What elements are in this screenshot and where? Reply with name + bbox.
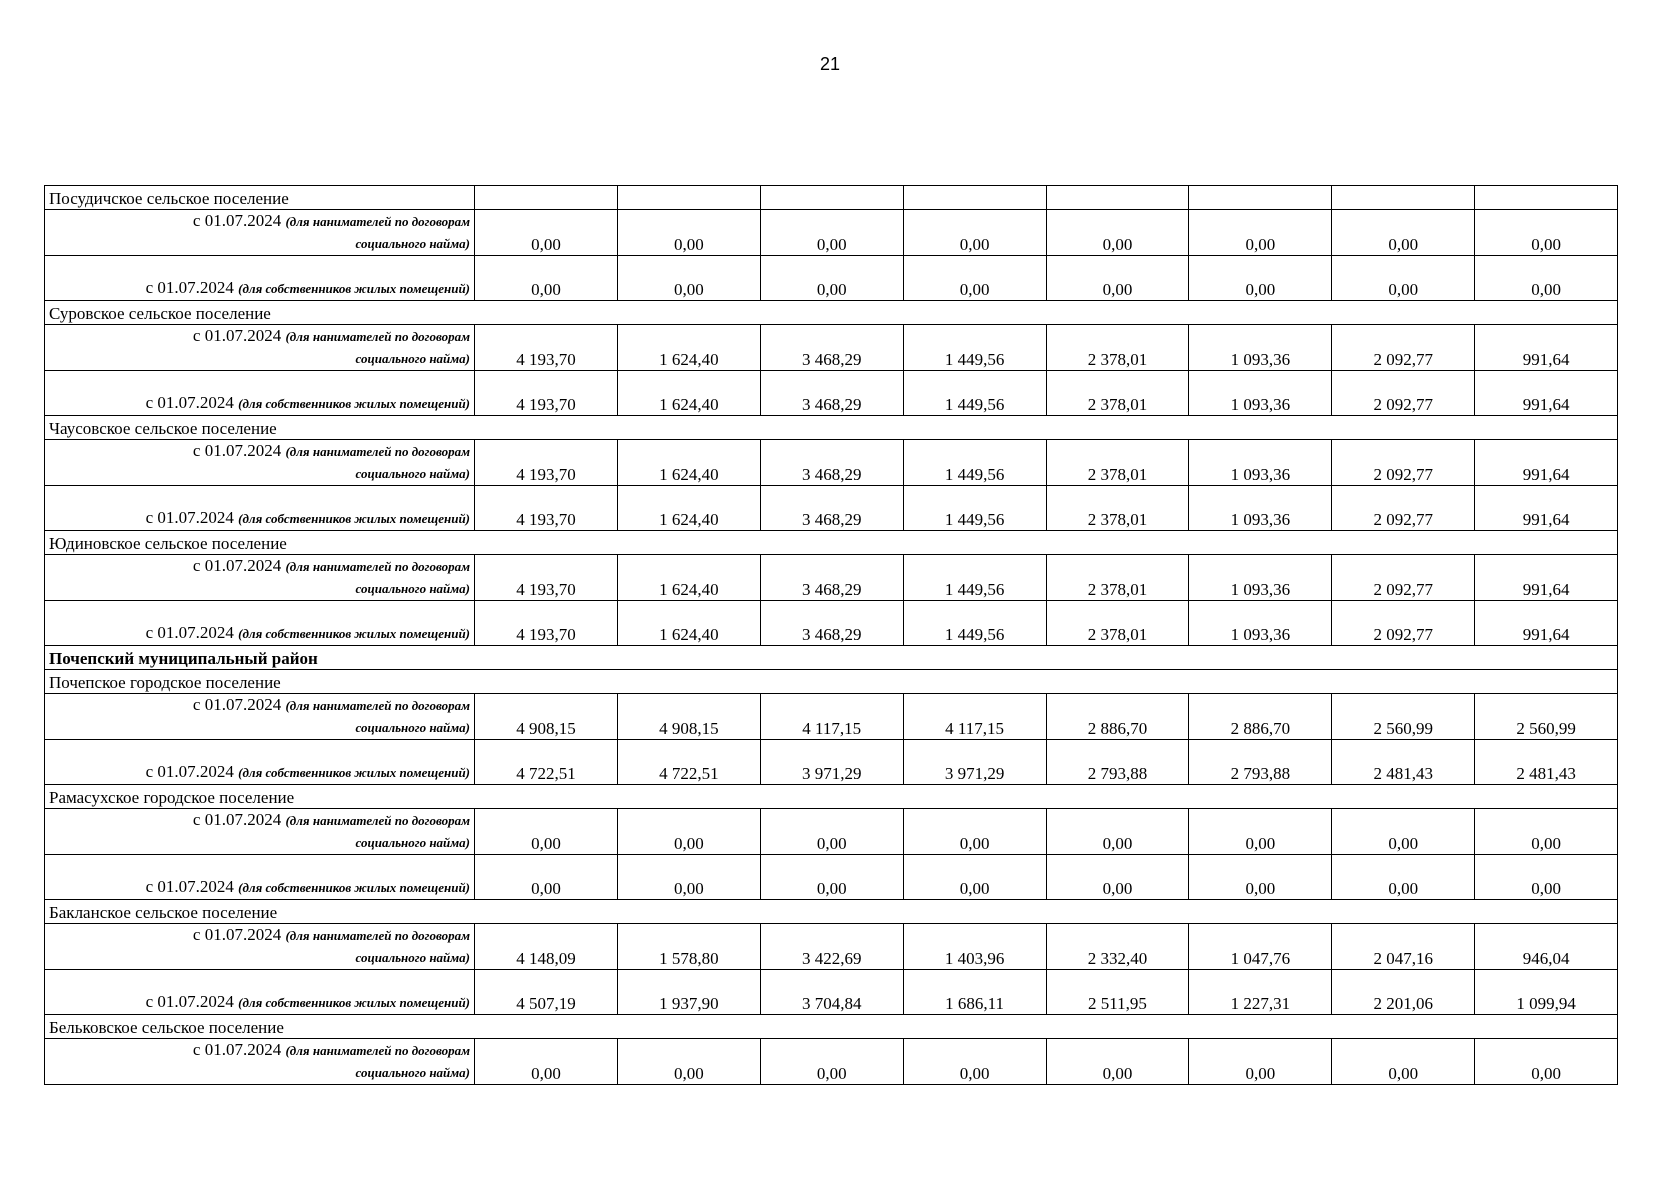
table-cell: 1 093,36	[1189, 371, 1332, 416]
row-label-owners: с 01.07.2024 (для собственников жилых помещений)	[45, 740, 475, 785]
table-cell: 2 886,70	[1046, 694, 1189, 740]
table-cell: 1 449,56	[903, 486, 1046, 531]
table-cell: 0,00	[1046, 1039, 1189, 1085]
table-cell: 4 722,51	[617, 740, 760, 785]
table-cell: 2 378,01	[1046, 371, 1189, 416]
table-cell: 4 117,15	[760, 694, 903, 740]
table-cell: 3 468,29	[760, 486, 903, 531]
table-cell: 0,00	[1332, 256, 1475, 301]
tariff-row-owners	[45, 855, 1618, 900]
table-cell: 1 624,40	[617, 440, 760, 486]
table-cell: 0,00	[760, 809, 903, 855]
row-label-tenants: с 01.07.2024 (для нанимателей по договорам социального найма)	[45, 555, 475, 601]
table-cell: 2 047,16	[1332, 924, 1475, 970]
table-cell: 2 092,77	[1332, 486, 1475, 531]
table-cell: 2 092,77	[1332, 325, 1475, 371]
table-cell: 1 624,40	[617, 486, 760, 531]
table-cell: 2 481,43	[1332, 740, 1475, 785]
table-cell: 3 468,29	[760, 440, 903, 486]
table-cell: 2 886,70	[1189, 694, 1332, 740]
settlement-row	[45, 785, 1618, 809]
table-cell: 0,00	[1046, 256, 1189, 301]
table-cell: 0,00	[760, 855, 903, 900]
table-cell: 2 560,99	[1475, 694, 1618, 740]
settlement-row	[45, 670, 1618, 694]
table-cell: 4 117,15	[903, 694, 1046, 740]
table-cell: 1 449,56	[903, 325, 1046, 371]
table-cell: 1 937,90	[617, 970, 760, 1015]
row-label-tenants: с 01.07.2024 (для нанимателей по договорам социального найма)	[45, 809, 475, 855]
table-cell: 1 624,40	[617, 601, 760, 646]
table-cell: 3 971,29	[903, 740, 1046, 785]
table-cell: 0,00	[475, 210, 618, 256]
table-cell: 4 507,19	[475, 970, 618, 1015]
tariff-row-owners	[45, 601, 1618, 646]
table-cell: 2 378,01	[1046, 601, 1189, 646]
table-cell: 3 971,29	[760, 740, 903, 785]
table-cell: 0,00	[760, 256, 903, 301]
table-cell: 0,00	[475, 809, 618, 855]
table-cell: 0,00	[760, 1039, 903, 1085]
table-cell: 2 092,77	[1332, 440, 1475, 486]
settlement-name: Чаусовское сельское поселение	[45, 416, 1618, 440]
table-cell: 0,00	[1332, 210, 1475, 256]
row-label-tenants: с 01.07.2024 (для нанимателей по договорам социального найма)	[45, 1039, 475, 1085]
table-cell: 0,00	[1332, 855, 1475, 900]
table-cell: 1 449,56	[903, 555, 1046, 601]
table-cell: 991,64	[1475, 601, 1618, 646]
table-cell: 946,04	[1475, 924, 1618, 970]
table-cell: 3 468,29	[760, 371, 903, 416]
table-cell: 2 201,06	[1332, 970, 1475, 1015]
table-cell: 0,00	[617, 256, 760, 301]
table-cell: 0,00	[1475, 809, 1618, 855]
row-label-tenants: с 01.07.2024 (для нанимателей по договорам социального найма)	[45, 210, 475, 256]
table-cell: 0,00	[760, 210, 903, 256]
tariff-row-owners	[45, 371, 1618, 416]
table-cell: 4 193,70	[475, 486, 618, 531]
table-cell: 2 092,77	[1332, 555, 1475, 601]
table-cell: 991,64	[1475, 440, 1618, 486]
table-cell: 2 378,01	[1046, 325, 1189, 371]
table-cell: 2 511,95	[1046, 970, 1189, 1015]
table-cell: 3 468,29	[760, 325, 903, 371]
table-cell: 0,00	[1189, 1039, 1332, 1085]
table-cell: 2 481,43	[1475, 740, 1618, 785]
table-cell: 2 378,01	[1046, 555, 1189, 601]
table-cell: 1 686,11	[903, 970, 1046, 1015]
table-cell: 991,64	[1475, 325, 1618, 371]
table-cell: 4 908,15	[617, 694, 760, 740]
row-label-owners: с 01.07.2024 (для собственников жилых помещений)	[45, 970, 475, 1015]
table-cell: 3 468,29	[760, 601, 903, 646]
tariff-row-tenants	[45, 210, 1618, 256]
settlement-name: Бельковское сельское поселение	[45, 1015, 1618, 1039]
table-cell: 0,00	[1046, 210, 1189, 256]
table-cell: 4 193,70	[475, 601, 618, 646]
table-cell: 0,00	[1332, 1039, 1475, 1085]
table-cell: 2 378,01	[1046, 486, 1189, 531]
table-cell: 1 403,96	[903, 924, 1046, 970]
table-cell: 4 193,70	[475, 371, 618, 416]
row-label-tenants: с 01.07.2024 (для нанимателей по договорам социального найма)	[45, 440, 475, 486]
tariff-row-tenants	[45, 1039, 1618, 1085]
settlement-name: Посудичское сельское поселение	[45, 186, 475, 210]
table-cell: 2 793,88	[1046, 740, 1189, 785]
row-label-owners: с 01.07.2024 (для собственников жилых помещений)	[45, 601, 475, 646]
table-cell: 1 449,56	[903, 601, 1046, 646]
table-cell: 1 093,36	[1189, 601, 1332, 646]
table-cell: 4 148,09	[475, 924, 618, 970]
table-cell: 1 449,56	[903, 440, 1046, 486]
settlement-name: Рамасухское городское поселение	[45, 785, 1618, 809]
table-cell: 1 093,36	[1189, 555, 1332, 601]
table-cell: 1 624,40	[617, 371, 760, 416]
table-cell: 991,64	[1475, 486, 1618, 531]
table-cell: 4 193,70	[475, 440, 618, 486]
table-cell: 1 578,80	[617, 924, 760, 970]
table-cell: 0,00	[1475, 210, 1618, 256]
table-cell: 1 624,40	[617, 325, 760, 371]
table-cell: 0,00	[1189, 256, 1332, 301]
table-cell: 0,00	[1046, 855, 1189, 900]
table-cell: 0,00	[1475, 855, 1618, 900]
table-cell: 0,00	[475, 1039, 618, 1085]
table-cell: 1 624,40	[617, 555, 760, 601]
table-cell: 991,64	[1475, 371, 1618, 416]
settlement-name: Бакланское сельское поселение	[45, 900, 1618, 924]
table-cell: 0,00	[1332, 809, 1475, 855]
table-cell: 4 193,70	[475, 555, 618, 601]
table-cell: 0,00	[617, 1039, 760, 1085]
settlement-row	[45, 301, 1618, 325]
table-cell: 1 047,76	[1189, 924, 1332, 970]
row-label-owners: с 01.07.2024 (для собственников жилых помещений)	[45, 371, 475, 416]
settlement-row	[45, 186, 1618, 210]
table-cell: 3 422,69	[760, 924, 903, 970]
tariff-row-owners	[45, 740, 1618, 785]
settlement-name: Суровское сельское поселение	[45, 301, 1618, 325]
table-cell: 2 560,99	[1332, 694, 1475, 740]
table-cell: 0,00	[1189, 210, 1332, 256]
table-cell: 0,00	[903, 256, 1046, 301]
table-cell: 2 332,40	[1046, 924, 1189, 970]
table-cell: 1 449,56	[903, 371, 1046, 416]
settlement-row	[45, 1015, 1618, 1039]
settlement-row	[45, 900, 1618, 924]
row-label-tenants: с 01.07.2024 (для нанимателей по договорам социального найма)	[45, 325, 475, 371]
tariff-table	[44, 185, 1618, 1085]
tariff-row-tenants	[45, 809, 1618, 855]
table-cell: 0,00	[1475, 256, 1618, 301]
tariff-row-owners	[45, 486, 1618, 531]
table-cell: 1 227,31	[1189, 970, 1332, 1015]
table-cell: 0,00	[903, 1039, 1046, 1085]
table-cell: 0,00	[903, 855, 1046, 900]
settlement-row	[45, 416, 1618, 440]
table-cell: 0,00	[1475, 1039, 1618, 1085]
row-label-owners: с 01.07.2024 (для собственников жилых помещений)	[45, 256, 475, 301]
table-cell: 2 092,77	[1332, 601, 1475, 646]
table-cell: 0,00	[475, 256, 618, 301]
table-cell: 0,00	[617, 809, 760, 855]
table-cell: 1 099,94	[1475, 970, 1618, 1015]
tariff-row-owners	[45, 970, 1618, 1015]
tariff-row-owners	[45, 256, 1618, 301]
table-cell: 2 378,01	[1046, 440, 1189, 486]
tariff-row-tenants	[45, 440, 1618, 486]
table-cell: 0,00	[1046, 809, 1189, 855]
row-label-owners: с 01.07.2024 (для собственников жилых помещений)	[45, 486, 475, 531]
table-cell: 3 704,84	[760, 970, 903, 1015]
row-label-tenants: с 01.07.2024 (для нанимателей по договорам социального найма)	[45, 694, 475, 740]
table-cell: 991,64	[1475, 555, 1618, 601]
table-cell: 1 093,36	[1189, 440, 1332, 486]
tariff-row-tenants	[45, 694, 1618, 740]
table-cell: 1 093,36	[1189, 325, 1332, 371]
table-cell: 0,00	[1189, 809, 1332, 855]
tariff-row-tenants	[45, 555, 1618, 601]
table-cell: 3 468,29	[760, 555, 903, 601]
table-cell: 0,00	[1189, 855, 1332, 900]
table-cell: 2 092,77	[1332, 371, 1475, 416]
table-cell: 4 722,51	[475, 740, 618, 785]
table-cell: 4 193,70	[475, 325, 618, 371]
page-number: 21	[819, 54, 841, 74]
settlement-row	[45, 531, 1618, 555]
district-name: Почепский муниципальный район	[45, 646, 1618, 670]
settlement-name: Почепское городское поселение	[45, 670, 1618, 694]
table-cell: 1 093,36	[1189, 486, 1332, 531]
table-cell: 2 793,88	[1189, 740, 1332, 785]
table-cell: 0,00	[903, 809, 1046, 855]
table-cell: 4 908,15	[475, 694, 618, 740]
table-cell: 0,00	[903, 210, 1046, 256]
row-label-owners: с 01.07.2024 (для собственников жилых помещений)	[45, 855, 475, 900]
table-cell: 0,00	[475, 855, 618, 900]
tariff-row-tenants	[45, 325, 1618, 371]
district-row	[45, 646, 1618, 670]
tariff-row-tenants	[45, 924, 1618, 970]
table-cell: 0,00	[617, 855, 760, 900]
row-label-tenants: с 01.07.2024 (для нанимателей по договорам социального найма)	[45, 924, 475, 970]
table-cell: 0,00	[617, 210, 760, 256]
settlement-name: Юдиновское сельское поселение	[45, 531, 1618, 555]
